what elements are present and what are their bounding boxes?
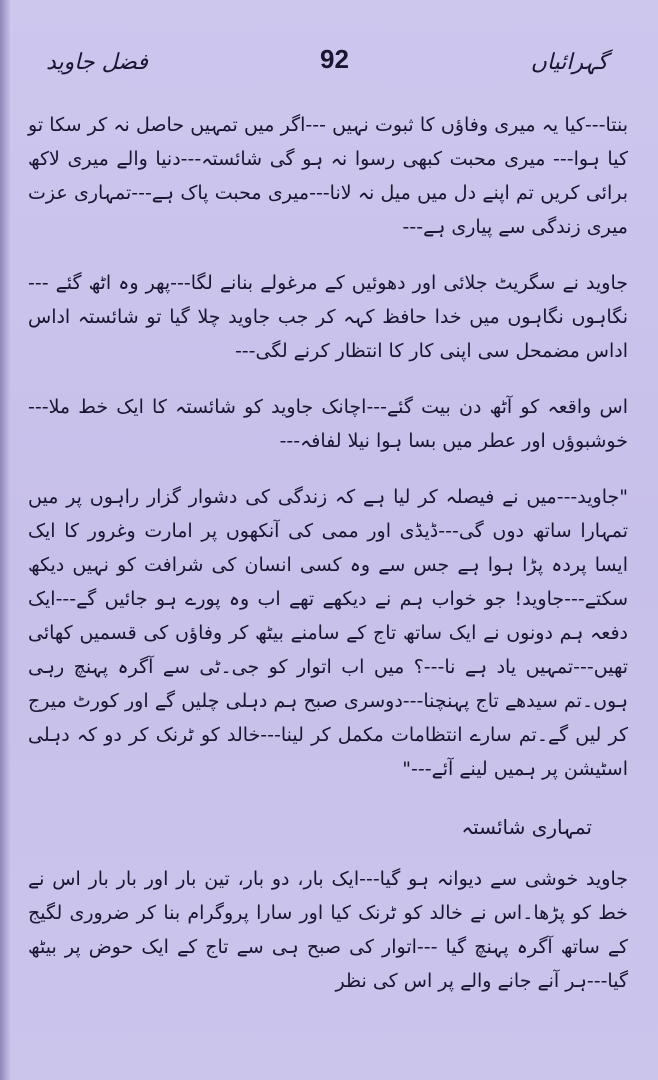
paragraph-2: جاوید نے سگریٹ جلائی اور دھوئیں کے مرغولے بنانے لگا---پھر وہ اٹھ گئے ---نگاہوں نگاہوں میں خدا حافظ کہہ کر جب جاوید چلا گیا تو شائستہ اداس اداس مضمحل سی اپنی کار کا انتظار کرنے لگی--- bbox=[28, 272, 628, 362]
letter-signature: تمہاری شائستہ bbox=[461, 815, 592, 839]
letter-text: "جاوید---میں نے فیصلہ کر لیا ہے کہ زندگی کی دشوار گزار راہوں پر میں تمہارا ساتھ دوں گی---ڈیڈی اور ممی کی آنکھوں پر امارت وغرور کا ایک ایسا پردہ پڑا ہوا ہے جس سے وہ کسی انسان کی شرافت کو نہیں دیکھ سکتے---جاوید! جو خواب ہم نے دیکھے تھے اب وہ پورے ہو جائیں گے---ایک دفعہ ہم دونوں نے ایک ساتھ تاج کے سامنے بیٹھ کر وفاؤں کی قسمیں کھائی تھیں---تمہیں یاد ہے نا---؟ میں اب اتوار کو جی۔ٹی سے آگرہ پہنچ رہی ہوں۔تم سیدھے تاج پہنچنا---دوسری صبح ہم دہلی چلیں گے اور کورٹ میرج کر لیں گے۔تم سارے انتظامات مکمل کر لینا---خالد کو ٹرنک کر دو کہ دہلی اسٹیشن پر ہمیں لینے آئے---" bbox=[28, 486, 628, 780]
page-body bbox=[28, 108, 628, 1020]
author-name: فضل جاوید bbox=[46, 50, 148, 75]
paragraph-1: بنتا---کیا یہ میری وفاؤں کا ثبوت نہیں ---اگر میں تمہیں حاصل نہ کر سکا تو کیا ہوا--- میری محبت کبھی رسوا نہ ہو گی شائستہ---دنیا والے میری لاکھ برائی کریں تم اپنے دل میں میل نہ لانا---میری محبت پاک ہے---تمہاری عزت میری زندگی سے پیاری ہے--- bbox=[28, 114, 628, 238]
paragraph-5: جاوید خوشی سے دیوانہ ہو گیا---ایک بار، دو بار، تین بار اور بار بار اس نے خط کو پڑھا۔اس نے خالد کو ٹرنک کیا اور سارا پروگرام بنا کر ضروری لگیج کے ساتھ آگرہ پہنچ گیا ---اتوار کی صبح ہی سے تاج کے ایک حوض پر بیٹھ گیا---ہر آنے جانے والے پر اس کی نظر bbox=[28, 868, 628, 992]
page-number: 92 bbox=[320, 44, 349, 74]
page-header bbox=[40, 44, 608, 84]
paragraph-3: اس واقعہ کو آٹھ دن بیت گئے---اچانک جاوید کو شائستہ کا ایک خط ملا---خوشبوؤں اور عطر میں بسا ہوا نیلا لفافہ--- bbox=[28, 396, 628, 452]
page-edge bbox=[0, 0, 10, 1080]
book-title: گہرائیاں bbox=[530, 50, 608, 75]
